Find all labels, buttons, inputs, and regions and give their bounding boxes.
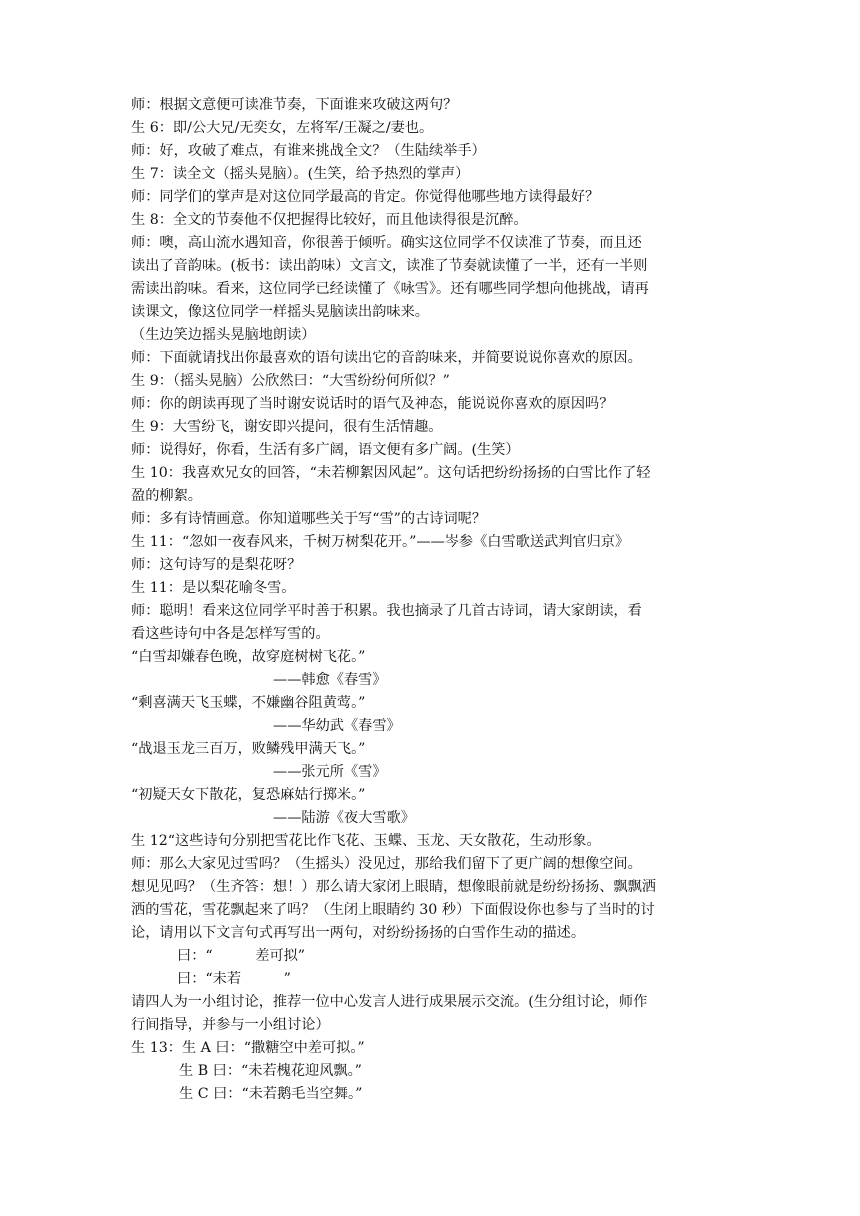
- text-line: ——华幼武《春雪》: [273, 718, 401, 734]
- text-line: 师：说得好，你看，生活有多广阔，语文便有多广阔。(生笑）: [131, 442, 520, 458]
- text-line: 生 12“这些诗句分别把雪花比作飞花、玉蝶、玉龙、天女散花，生动形象。: [131, 833, 601, 849]
- text-line: 生 C 曰：“未若鹅毛当空舞。”: [179, 1086, 363, 1102]
- text-line: “剩喜满天飞玉蝶，不嫌幽谷阻黄莺。”: [131, 695, 366, 711]
- text-line: 师：聪明！看来这位同学平时善于积累。我也摘录了几首古诗词，请大家朗读，看: [131, 603, 642, 619]
- text-line: 生 11：“忽如一夜春风来，千树万树梨花开。”——岑参《白雪歌送武判官归京》: [131, 534, 630, 550]
- text-line: 曰：“ 差可拟”: [177, 948, 306, 964]
- text-line: 生 8：全文的节奏他不仅把握得比较好，而且他读得很是沉醉。: [131, 212, 528, 228]
- text-line: “战退玉龙三百万，败鳞残甲满天飞。”: [131, 741, 366, 757]
- text-line: 生 7：读全文（摇头晃脑）。(生笑，给予热烈的掌声）: [131, 166, 470, 182]
- text-line: 生 B 曰：“未若槐花迎风飘。”: [179, 1063, 362, 1079]
- text-line: 看这些诗句中各是怎样写雪的。: [131, 626, 330, 642]
- text-line: （生边笑边摇头晃脑地朗读）: [131, 327, 316, 343]
- text-line: 生 9：大雪纷飞，谢安即兴提问，很有生活情趣。: [131, 419, 443, 435]
- text-line: ——韩愈《春雪》: [273, 672, 387, 688]
- text-line: 想见见吗？（生齐答：想！）那么请大家闭上眼睛，想像眼前就是纷纷扬扬、飘飘洒: [131, 879, 656, 895]
- text-line: “初疑天女下散花，复恐麻姑行掷米。”: [131, 787, 366, 803]
- text-line: 生 10：我喜欢兄女的回答，“未若柳絮因风起”。这句话把纷纷扬扬的白雪比作了轻: [131, 465, 651, 481]
- text-line: 师：这句诗写的是梨花呀？: [131, 557, 302, 573]
- text-line: 生 11：是以梨花喻冬雪。: [131, 580, 296, 596]
- text-line: 洒的雪花，雪花飘起来了吗？（生闭上眼睛约 30 秒）下面假设你也参与了当时的讨: [131, 902, 655, 918]
- text-line: ——张元所《雪》: [273, 764, 387, 780]
- text-line: 师：多有诗情画意。你知道哪些关于写“雪”的古诗词呢？: [131, 511, 487, 527]
- text-line: 师：根据文意便可读准节奏，下面谁来攻破这两句？: [131, 97, 458, 113]
- text-line: 师：下面就请找出你最喜欢的语句读出它的音韵味来，并简要说说你喜欢的原因。: [131, 350, 642, 366]
- text-line: 师：那么大家见过雪吗？（生摇头）没见过，那给我们留下了更广阔的想像空间。: [131, 856, 642, 872]
- text-line: 师：你的朗读再现了当时谢安说话时的语气及神态，能说说你喜欢的原因吗？: [131, 396, 614, 412]
- text-line: 生 9：（摇头晃脑）公欣然曰：“大雪纷纷何所似？”: [131, 373, 450, 389]
- text-line: 生 6：即/公大兄/无奕女，左将军/王凝之/妻也。: [131, 120, 434, 136]
- text-line: 盈的柳絮。: [131, 488, 202, 504]
- text-line: 论，请用以下文言句式再写出一两句，对纷纷扬扬的白雪作生动的描述。: [131, 925, 586, 941]
- text-line: 生 13：生 A 曰：“撒糖空中差可拟。”: [131, 1040, 365, 1056]
- text-line: 请四人为一小组讨论，推荐一位中心发言人进行成果展示交流。(生分组讨论，师作: [131, 994, 648, 1010]
- text-line: 读出了音韵味。(板书：读出韵味）文言文，读准了节奏就读懂了一半，还有一半则: [131, 258, 648, 274]
- text-line: “白雪却嫌春色晚，故穿庭树树飞花。”: [131, 649, 366, 665]
- document-body: [131, 94, 731, 1106]
- text-line: 师：好，攻破了难点，有谁来挑战全文？（生陆续举手）: [131, 143, 486, 159]
- text-line: 师：噢，高山流水遇知音，你很善于倾听。确实这位同学不仅读准了节奏，而且还: [131, 235, 642, 251]
- text-line: 曰：“未若 ”: [177, 971, 291, 987]
- text-line: 需读出韵味。看来，这位同学已经读懂了《咏雪》。还有哪些同学想向他挑战，请再: [131, 281, 649, 297]
- text-line: ——陆游《夜大雪歌》: [273, 810, 415, 826]
- text-line: 师：同学们的掌声是对这位同学最高的肯定。你觉得他哪些地方读得最好？: [131, 189, 600, 205]
- text-line: 行间指导，并参与一小组讨论）: [131, 1017, 330, 1033]
- text-line: 读课文，像这位同学一样摇头晃脑读出韵味来。: [131, 304, 429, 320]
